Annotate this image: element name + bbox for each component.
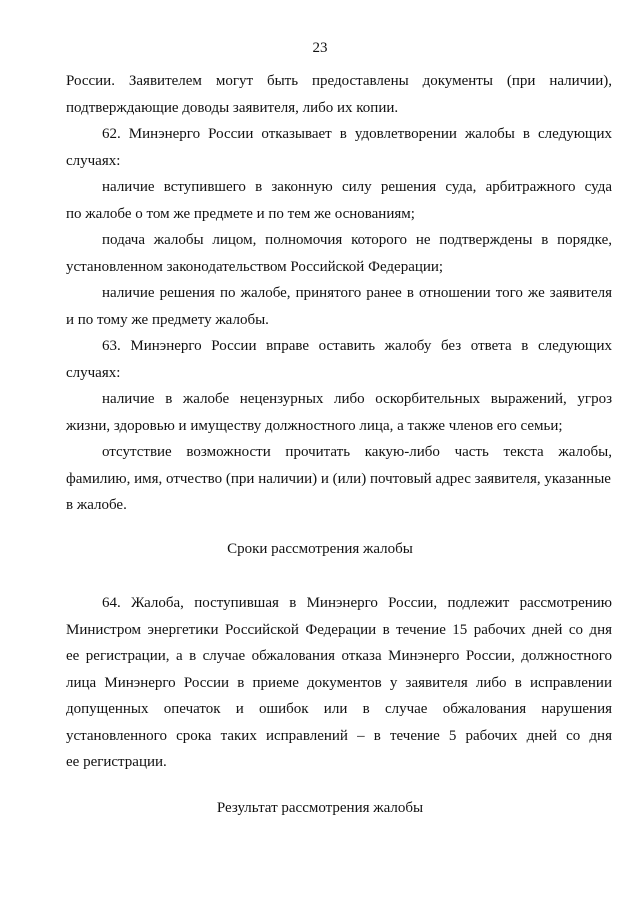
- text-line: лица Минэнерго России в приеме документов у заявителя либо в исправлении: [66, 674, 612, 691]
- section-heading: Результат рассмотрения жалобы: [216, 800, 424, 816]
- text-line: установленного срока таких исправлений – в течение 5 рабочих дней со дня: [66, 727, 612, 744]
- text-line: в жалобе.: [66, 497, 127, 513]
- text-line: подача жалобы лицом, полномочия которого не подтверждены в порядке,: [102, 232, 612, 248]
- text-line: наличие вступившего в законную силу решения суда, арбитражного суда: [102, 179, 612, 195]
- text-line: 63. Минэнерго России вправе оставить жалобу без ответа в следующих: [102, 338, 612, 354]
- text-line: отсутствие возможности прочитать какую-либо часть текста жалобы,: [102, 444, 612, 460]
- text-line: жизни, здоровью и имуществу должностного лица, а также членов его семьи;: [66, 417, 563, 434]
- text-line: Министром энергетики Российской Федерации в течение 15 рабочих дней со дня: [66, 621, 612, 638]
- text-line: ее регистрации, а в случае обжалования отказа Минэнерго России, должностного: [66, 648, 612, 664]
- text-line: случаях:: [66, 364, 121, 381]
- text-line: фамилию, имя, отчество (при наличии) и (или) почтовый адрес заявителя, указанные: [66, 470, 611, 487]
- text-line: установленном законодательством Российской Федерации;: [66, 258, 444, 275]
- text-line: наличие в жалобе нецензурных либо оскорбительных выражений, угроз: [102, 391, 612, 407]
- text-line: ее регистрации.: [66, 754, 167, 770]
- text-line: подтверждающие доводы заявителя, либо их копии.: [66, 99, 399, 116]
- text-line: допущенных опечаток и ошибок или в случае обжалования нарушения: [66, 701, 612, 717]
- text-line: по жалобе о том же предмете и по тем же основаниям;: [66, 205, 415, 222]
- page-number: 23: [312, 40, 328, 56]
- text-line: случаях:: [66, 152, 121, 169]
- text-line: наличие решения по жалобе, принятого ранее в отношении того же заявителя: [102, 285, 612, 301]
- text-line: 64. Жалоба, поступившая в Минэнерго России, подлежит рассмотрению: [102, 595, 612, 611]
- section-heading: Сроки рассмотрения жалобы: [227, 541, 413, 557]
- text-line: России. Заявителем могут быть предоставлены документы (при наличии),: [66, 73, 612, 89]
- text-line: 62. Минэнерго России отказывает в удовлетворении жалобы в следующих: [102, 126, 612, 142]
- body-text-block-2: [66, 590, 612, 776]
- text-line: и по тому же предмету жалобы.: [66, 311, 269, 328]
- body-text-block-1: [66, 68, 612, 519]
